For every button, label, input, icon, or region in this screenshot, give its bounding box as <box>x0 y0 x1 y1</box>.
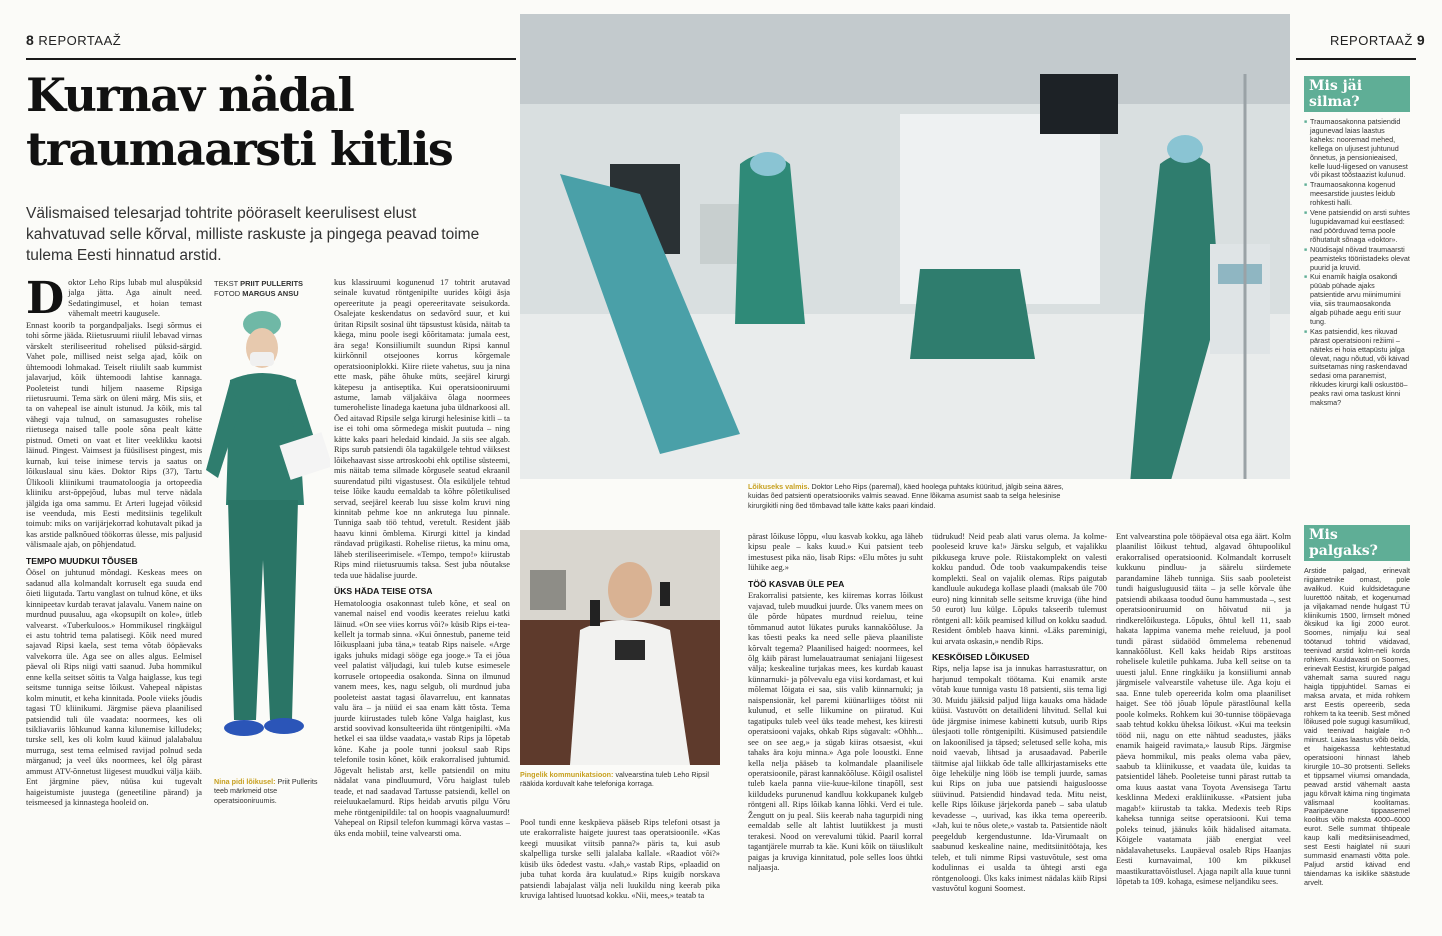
body-paragraph: kus klassiruumi kogunenud 17 tohtrit arutavad seinale kuvatud röntgenipilte uurides kõigi äsja opereeritute ja peagi opereeritavate seisukorda. Osalejate keskendatus on sedavõrd suur, et kui üritan Ripsilt sosinal üht täpsustust küsida, näitab ta käega, minu poole isegi kõõritamata: jumala eest, ära sega! Konsiiliumilt suundun Ripsi kannul kiirkõnnil otsejoones korrus kõrgemale operatsiooniplokki. Kiire riiete vahetus, suu ja nina ette mask, pähe õhuke müts, seejärel kirurgi kätepesu ja antiseptika. Kui operatsiooniruumi astume, lamab väljakäiva õlaga noormees tumeroheliste linadega kaetuna juba üldnarkoosi all. Õed aitavad Ripsile selga kirurgi helesinise kitli – ta ise ei tohi oma sõrmedega miskit puutuda – ning kätte kaks paari heledaid kindaid. Ja siis see algab. Rips surub patsiendi õla tagakülgele tehtud väiksest lõikehaavast sisse artroskoobi ehk optilise süsteemi, mis näitab tema silmade kõrgusele seatud ekraanil suurendatud pilti vigastusest. Õla esiküljele tehtud teise lõike kaudu eemaldab ta kõhre põletikulised servad, seejärel keerab luu sisse kolm kruvi ning kinnitab pehme koe nn ankrutega luu pinnale. Tunniga saab töö tehtud, veretult. Resident jääb haavu kinni õmblema. Kirurgi kittel ja kindad rändavad prügikasti. Rohelise riietus, ka minu oma, läheb steriliseerimisele. «Tempo, tempo!» kiirustab Rips mind riietusruumis taksa. Sest juba nõutakse teda uue hädalise juurde. <box>334 278 510 580</box>
body-paragraph: Erakorralisi patsiente, kes kiiremas korras lõikust vajavad, tuleb muudkui juurde. Üks vanem mees on üle põrde hüpates murdnud reieluu, teine tõmmanud autot lükates puruks kannakõõluse. Ja kas tõesti peaks ka need selle päeva plaaniliste kõrvalt tegema? Plaanilised haiged: noormees, kel õlg käib pärast lumelauatraumat seniajani liigesest välja; keskealine turjakas mees, kes kurdab kauast künnarnuki- ja põlvevalu ega viisi kordamast, et kui mõlemat lõigata ei saa, siis valib künnarnuki; ja naispensionär, kel paremi küünarliiges töötst nii kulunud, et selle liikumine on piiratud. Kui tagatipuks tuleb veel üks teade mehest, kes kiiresti operatsiooni vajaks, ohkab Rips sügavalt: «Ohhh... see on see aeg,» ja sügab kiiras otsaesist, «kui tahaks ära koju minna.» Aga pole looustki. Enne kella nelja pääseb ta kolmandale plaanilisele operatsioonile, pärast kannakõõluse. Kõigil osalistel tuleb kaela panna viie-kuue-kilone tinapõll, sest kiildudeks purunenud kandluu kokkupanek kulgeb röntgeni all. Rips lõikab kanna lõhki. Verd ei tule. Žengutt on ju peal. Siis keerab naha tagurpidi ning eemaldab selle alt lahtist luutükkest ja musti terakesi. Nood on verevalumi tükid. Paaril korral tagantjärele murrab ta käe. Kuni kõik on täiuslikult paigas ja kruviga kinnitatud, pole selles loos ühtki naljaasja. <box>748 591 923 873</box>
surgery-caption: Lõikuseks valmis. Doktor Leho Rips (paremal), käed hoolega puhtaks küüritud, jälgib seina ääres, kuidas õed patsienti operatsiooniks valmis seavad. Enne lõikama asumist saab ta selga helesinise kirurgikitli ning õed tõmbavad talle kätte kaks paari kindaid. <box>748 482 1064 510</box>
headline <box>26 68 516 176</box>
body-paragraph: Rips, nelja lapse isa ja innukas harrastusrattur, on harjunud tempokalt töötama. Kui enamik arste võtab kuue tunniga vastu 18 patsienti, siis tema ligi 30. Muidu jääksid paljud liiga kauaks oma hädade küüsi. Vastuvõtt on detailideni lihvitud. Sellal kui üde järgmise inimese kabinetti kutsub, uurib Rips ülesjaoti tolle röntgenipilti. Küsimused patsiendile on lakoonilised ja täpsed; seletused selle koha, mis noid vaevab, lihtsad ja arusaadavad. Paberile täitmise ajal liikkab õde talle allkirjastamiseks ette õige lehekülje ning lööb ise templi juurde, samas kui Rips on juba uue patsiendi haigusloosse süüvinud. Patsiendid hindavad teda. Mitu neist, kelle Rips lõikuse järjekorda paneb – saba ulatub kevadesse –, uurivad, kas ikka tema opereerib. «Jah, kui te nõus olete,» vastab ta. Patsientide näolt peegeldub kergendustunne. Ida-Virumaalt on saabunud keskealine naine, meditsiinitöötaja, kes teleb, et tuli nimme Ripsi vastuvõtule, sest oma kodulinnas ei usalda ta ühtegi arsti ega röntgenoloogi. Üks kaks inimest nädalas käib Ripsi vastuvõtul koguni Soomest. <box>932 664 1107 893</box>
sidebar-item: ■ Vene patsiendid on arsti suhtes lugupidavamad kui eestlased: nad pöörduvad tema poole rõhutatult sõnaga «doktor». <box>1304 209 1410 245</box>
phone-caption: Pingelik kommunikatsioon: valvearstina tuleb Leho Ripsil rääkida korduvalt kahe telefoniga korraga. <box>520 770 709 789</box>
standing-caption: Nina pidi lõikusel: Priit Pullerits teeb märkmeid otse operatsiooniruumis. <box>214 777 318 805</box>
body-paragraph: Pool tundi enne keskpäeva pääseb Rips telefoni otsast ja ute erakorraliste haigete juurest taas operatsioonile. «Kas keegi muusikat viitsib panna?» päris ta, kui asub skalpelliga turske selli jalalaba kallale. «Raadiot või?» küsib üks õdedest vastu. «Jah,» vastab Rips, «plaadid on juba tuhat korda ära kuulatud.» Rips kuigib norskava patsiendi labajalast välja neli luukildu ning keerab pika kruviga lahtised luuotsad kokku. «Nii, mees,» teatab ta <box>520 818 720 901</box>
sidebar-salaries <box>1304 525 1410 927</box>
subheading: TÖÖ KASVAB ÜLE PEA <box>748 578 845 589</box>
body-paragraph: Ennast koorib ta porgandpaljaks. Isegi sõrmus ei tohi sõrme jääda. Riietusruumi riiulil lebavad virnas värskelt steriliseeritud rohelised püksid-särgid. Vahet pole, millised neist selga ajad, kõik on ühtemoodi lohmakad. Teiselt riiulilt saab kummist jalavarjud, kõik ühtemoodi lahtise kannaga. Pooleteist tundi hiljem naaseme Ripsiga riietusruumi. Tema särk on üleni märg. Mis siis, et ta on vahepeal ise ainult istunud. Ja kõik, mis tal vähegi vaja tulnud, on samasugustes rohelise riietusega naised talle poole sõna pealt kätte pistnud. Ometi on vaat et liter veeklikku kaotsi läinud. Pingest. Vaimsest ja füüsilisest pingest, mis kurnab, kui teise inimese tervis ja saatus on lõikuslaual sinu käes. Doktor Rips (37), Tartu Ülikooli kliinikumi traumatoloogia ja ortopeedia kliiniku arst-õppejõud, lubas mul terve nädala jälgida iga oma sammu. Et Arteri lugejad võiksid ise veenduda, mis Eesti meditsiinis tegelikult toimub: miks on varijärjekorrad kohutavalt pikad ja kas arstide palknõued töökorras ülesse, mis paljusid välismaale ajab, on põhjendatud. <box>26 320 202 550</box>
sidebar-what-caught-eye <box>1304 76 1410 409</box>
body-paragraph: Ent valvearstina pole tööpäeval otsa ega äärt. Kolm plaanilist lõikust tehtud, algavad õhtupoolikul erakorralised operatsioonid. Kolmandalt korruselt kukkunu pindluu- ja säärelu siirdemete parandamine läheb tunniga. Siis saab pooleteist tundi haigusluguusid täita – ja selle kõrvale ühe patsiendi abikaasa toodud õunu hammustada –, sest operatsiooniruumid on hõivatud nii ja rindkerelõikustega. Lõpuks, õhtul kell 11, saab hakata lappima vanema mehe reieluud, ja pool tundi pärast südaööd õmmelema rebenenud kannakõõlust. Kell kaks heidab Rips arstitoas rohelisele kuletile puhkama. Juba kell seitse on ta uuesti jalul. Enne ringkäiku ja konsiiliumi annab järgmisele valvearstile vahetuse üle. Aga koju ei saa. Enne tuleb opereerida kolm oma plaaniliset haiget. See töö jõuab lõpule pärastlõunal kella poole kolmeks. Rohkem kui 30-tunnise tööpäevaga saab tehtud kokku üheksa lõikust. «Kui ma teeksin tööd nii, nagu on ette nähtud seadustes, jääks enamik haigeid ravimata,» lausub Rips. Järgmise päeva hommikul, mis peaks olema vaba päev, saabub ta kliinikusse, et vaadata üle, kuidas ta patsientidel läheb. Pooleteise tunni pärast ruttab ta oma kuus aastat vana Toyota Avensisega Tartu kesklinna Medexi erakliinikusse. «Patsient juba magab!» kiirustab ta takka. Medexis teeb Rips kaheksa tunniga seitse operatsiooni. Kui tema poleks teinud, jäänuks kõik hädalised aitamata. Kõigele vaatamata jääb energiat veel nädalavahetuseks. Laupäeval osaleb Rips Haanjas Eesti kurnavaimal, 100 km pikkusel maastikurattavõistlusel. Ajaga napilt alla kuue tunni lõpetab ta 109. kohaga, esimese neljandiku sees. <box>1116 532 1291 886</box>
body-paragraph: pärast lõikuse lõppu, «luu kasvab kokku, aga läheb kipsu peale – kaks kuud.» Kui patsient teeb imestusest pika näo, lisab Rips: «Elu mõtes ju suht lühike aeg.» <box>748 532 923 573</box>
lead-paragraph: oktor Leho Rips lubab mul aluspüksid jalga jätta. Aga ainult need. Sedatingimusel, et hoian temast vähemalt meetri kaugusele. <box>68 278 202 319</box>
body-paragraph: Öösel on juhtunud mõndagi. Keskeas mees on sadanud alla kolmandalt korruselt ega suuda end õieti liigutada. Tartu vanglast on tulnud kõne, et üks kinnipeetav kurdab teravat jalavalu. Vanem naine on murdnud puusaluu, aga «kopsupilt on kole», ütleb valvearst. «Tuberkuloos.» Hommikusel ringkäigul ei astu tohtrid tema palatisegi. Kõik need mured sajavad Ripsi kaela, sest tema võtab ööpäevaks valvekorra üle. Aga see on alles algus. Eelmisel päeval oli Rips niigi vatti saanud. Juba hommikul enne kella seitset sõitis ta Valga haiglasse, kus tegi seitsme tunniga seitse lõikust. Vahepeal näpistas kolm minutit, et keha kinnitada. Poole viieks jõudis tagasi TÜ kliinikumi. Järgmise päeva plaanilised patsiendid tuli üle vaadata: noormees, kes oli tsikliavariis lõhkunud kanna kilunemise killudeks; turske sell, kes oli kolm kuud käinud jalalabaluu murruga, sest tema eelmised ravijad polnud seda märganud; ja veel üks noormees, kel õlg pärast ammust ATV-õnnetust liigesest muudkui välja käib. Ent järgmine päev, nüüsa kui tugevalt haigeistumiste juustega (geneetiline pärand) ja teismeesed ja kinnastega hooleid on. <box>26 568 202 808</box>
page-number-left: 8 REPORTAAŽ <box>26 32 122 48</box>
article-column-4 <box>748 532 923 920</box>
article-column-1 <box>26 278 202 920</box>
sidebar-title: Mis palgaks? <box>1304 525 1410 561</box>
operating-room-photo <box>520 14 1290 479</box>
page-number-right: REPORTAAŽ 9 <box>1330 32 1426 48</box>
article-column-2 <box>334 278 510 920</box>
subheading: ÜKS HÄDA TEISE OTSA <box>334 586 433 597</box>
article-column-5 <box>932 532 1107 920</box>
article-column-3 <box>520 818 720 920</box>
subheading: KESKÖISED LÕIKUSED <box>932 651 1030 662</box>
sidebar-item: ■ Kui enamik haigla osakondi püüab pühade ajaks patsientide arvu miinimumini viia, siis traumaosakonda algab pühade aegu eriti suur tung. <box>1304 273 1410 326</box>
sidebar-item: ■ Traumaosakonna kogenud meesarstide juustes leidub rohkesti halli. <box>1304 181 1410 208</box>
standfirst: Välismaised telesarjad tohtrite pööraselt keerulisest elust kahvatuvad selle kõrval, milliste raskuste ja pingega peavad toime tulema Eesti hinnatud arstid. <box>26 205 480 264</box>
header-rule-left <box>26 58 516 60</box>
section-label-left: REPORTAAŽ <box>38 33 122 48</box>
doctor-phone-photo <box>520 530 720 765</box>
body-paragraph: tüdrukud! Neid peab alati varus olema. Ja kolme-pooleseid kruve ka!» Järsku selgub, et vajalikku pikkusega kruve pole. Riistakomplekt on valesti kokku pandud. Õde toob vaakumpakendis teise komplekti. Seal on vajalik olemas. Rips paigutab kandluule aukudega kollase plaadi (maksab üle 700 euro) ning kinnitab selle seitsme kruviga (ühe hind 50 eurot) luu külge. Lõpuks takseerib tulemust röntgeni all: kõik peamised killud on kokku saadud. Resident õmbleb haava kinni. «Läks pareminigi, kui arvata oskasin,» nendib Rips. <box>932 532 1107 646</box>
sidebar-item: ■ Nüüdisajal nõivad traumaarsti peamisteks tööriistadeks olevat puurid ja kruvid. <box>1304 246 1410 273</box>
headline-line-1: Kurnav nädal <box>26 68 354 122</box>
subheading: TEMPO MUUDKUI TÕUSEB <box>26 555 138 566</box>
sidebar-item: ■ Traumaosakonna patsiendid jagunevad laias laastus kaheks: nooremad mehed, kellega on uljusest juhtunud õnnetus, ja pensionieaised, kelle luud-liigesed on vanusest või pikast töõstaazist kulunud. <box>1304 118 1410 180</box>
headline-line-2: traumaarsti kitlis <box>26 122 453 176</box>
doctor-standing-photo <box>200 300 330 772</box>
byline: TEKST PRIIT PULLERITS FOTOD MARGUS ANSU <box>214 279 304 298</box>
sidebar-text: Arstide palgad, erinevalt riigiametnike omast, pole avalikud. Kuid kuldsidetagune luurettöö näitab, et kogenumad ja viljakamad nende hulgast TÜ kliinikumis 1500, lirmselt möned õksikud ka ligi 2000 eurot. Soomes, nimjalju kui seal töötanud tohtrid väidavad, teenivad arstid kolm-neli korda rohkem. Kuuldavasti on Soomes, erinevalt Eestist, kirurgide palgad vähemalt sama suured nagu haigla tippjuhtidel. Samas ei maksa arvata, et mida rohkem arst Eestis opereerib, seda rohkem ta ka teenib. Sest mõned lõikused pole sugugi kasumlikud, vaid teenivad haiglale n-ö miinust. Laias laastus võib öelda, et haigekassa kehtestatud operatsiooni hinnast läheb kirurgile 10–30 protsenti. Selleks et tippsamel viiumsi omandada, peavad arstid vähemalt aasta jagu kõrvalt käima ning tingimata välismaal koolitamas. Paaripäevane tippaasemel koolitus võib maksta 4000–6000 eurot. Selle summat tihtipeale kaup kalli meditsiiniseadmed, sest Eesti haiglatel nii suuri summasid enamasti võtta pole. Paljud arstid käivad end täiendamas ka isiklike säästude arvelt. <box>1304 567 1410 887</box>
sidebar-item: ■ Kas patsiendid, kes rikuvad pärast operatsiooni režiimi – näiteks ei hoia ettapüstu jalga ülevat, nagu nõutud, või käivad suitsetamas ning raskendavad sedasi oma paranemist, rikkudes kirurgi kalli oskustöö– peaks ravi oma taskust kinni maksma? <box>1304 328 1410 408</box>
body-paragraph: Hematoloogia osakonnast tuleb kõne, et seal on vanemal naisel end voodis keerates reieluu katki läinud. «On see viies korrus või?» küsib Rips ei-tea-kellelt ja tormab sinna. «Kui õnnestub, paneme teid lõikusplaani juba täna,» teatab Rips naisele. «Arge igaks juhuks midagi sööge ega jooge.» Ta ei jõua veel palatist väljudagi, kui tuleb kutse esimesele korrusele ortopeedia osakonda. Sinna on ilmunud vanem mees, kes, nagu selgub, oli murdnud juba pooleteist aastat tagasi õlavarreluu, ent kannatas valu ära – ja nüüd ei saa enam kätt tõsta. Tema juurde kiirustades tuleb kõne Valga haiglast, kus arstid soovivad konsulteerida üht röntgenipilti. «Ma hetkel ei saa üldse vaadata,» vastab Rips ja lõpetab kõne. Kahe ja poole tunni jooksul saab Rips telefonile tosin kõnet, kõik erakorralised juhtumid. Jõgevalt helistab arst, kelle patsiendil on mitu nädalat vana pindluumurd, Võru haiglast tuleb teade, et nad saadavad Tartusse patsiendi, kellel on reieluukaelamurd. Rips heidab arvutis pilgu Võru mehe röntgenipildile: tal on hoopis vaagnaluumurd! Vahepeal on Ripsil telefon kummagi kõrva vastas – üks enda mobiil, teine valvearsti oma. <box>334 598 510 838</box>
article-column-6 <box>1116 532 1291 920</box>
drop-cap: D <box>26 278 65 324</box>
section-label-right: REPORTAAŽ <box>1330 33 1413 48</box>
header-rule-right <box>1296 58 1416 60</box>
sidebar-title: Mis jäi silma? <box>1304 76 1410 112</box>
